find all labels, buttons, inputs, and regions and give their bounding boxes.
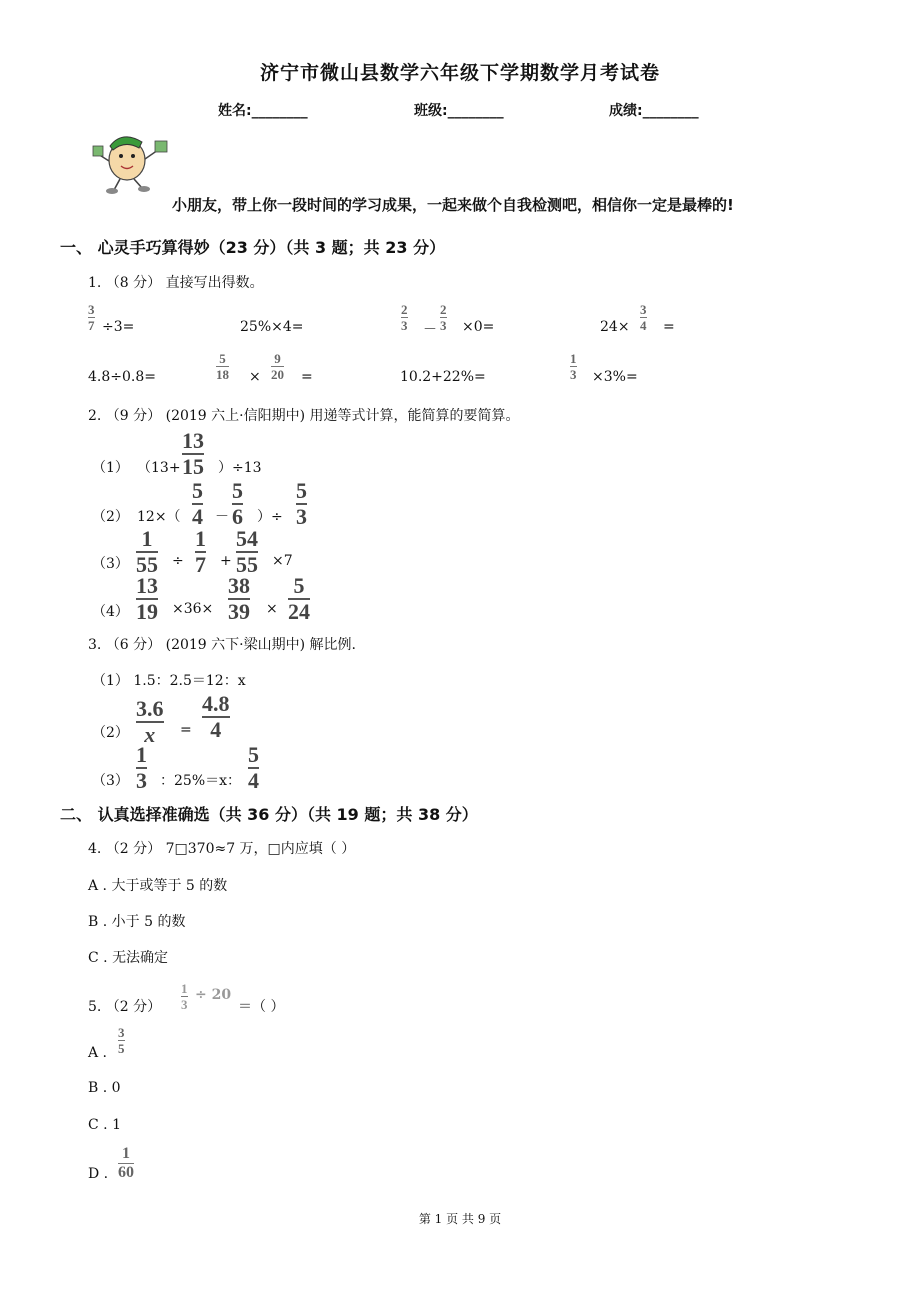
expr-text: ）÷13 bbox=[218, 460, 262, 476]
expr-text: （1） 1.5：2.5＝12：x bbox=[92, 673, 246, 689]
question-2-label: 2. （9 分） (2019 六上·信阳期中) 用递等式计算，能简算的要简算。 bbox=[88, 408, 520, 424]
fraction: 3.6 x bbox=[136, 696, 164, 747]
sub-label: （4） bbox=[92, 604, 129, 620]
fraction: 38 39 bbox=[228, 573, 250, 624]
expr-text: （13+ bbox=[137, 460, 181, 476]
option-a[interactable]: A . bbox=[88, 1045, 108, 1061]
fraction: 5 24 bbox=[288, 573, 310, 624]
option-b[interactable]: B . 小于 5 的数 bbox=[88, 914, 186, 930]
question-3-label: 3. （6 分） (2019 六下·梁山期中) 解比例. bbox=[88, 637, 356, 653]
expr-text: ×36× bbox=[172, 601, 214, 617]
section-1-heading: 一、 心灵手巧算得妙（23 分）（共 3 题；共 23 分） bbox=[60, 238, 446, 257]
page-title: 济宁市微山县数学六年级下学期数学月考试卷 bbox=[259, 62, 660, 84]
fraction: 3 4 bbox=[640, 302, 647, 333]
expr-text: = bbox=[301, 369, 313, 385]
section-2-heading: 二、 认真选择准确选（共 36 分）（共 19 题；共 38 分） bbox=[60, 805, 478, 824]
sub-label: （2） bbox=[92, 725, 129, 741]
fraction: 5 18 bbox=[216, 351, 229, 382]
fraction: 5 6 bbox=[232, 478, 243, 529]
mascot-illustration bbox=[92, 128, 172, 196]
fraction: 5 4 bbox=[192, 478, 203, 529]
option-c[interactable]: C . 1 bbox=[88, 1117, 121, 1133]
expr-text: 4.8÷0.8= bbox=[88, 369, 156, 385]
expr-text: 24× bbox=[600, 319, 630, 335]
expr-text: × bbox=[249, 369, 261, 385]
question-4-label: 4. （2 分） 7□370≈7 万，□内应填（ ） bbox=[88, 841, 356, 857]
fraction: 1 3 bbox=[181, 981, 188, 1012]
sub-label: （1） bbox=[92, 460, 129, 476]
class-field: 班级:________ bbox=[414, 103, 504, 119]
expr-text: + bbox=[220, 553, 232, 569]
fraction: 9 20 bbox=[271, 351, 284, 382]
fraction: 54 55 bbox=[236, 526, 258, 577]
name-field: 姓名:________ bbox=[218, 103, 308, 119]
fraction: 1 3 bbox=[136, 742, 147, 793]
fraction: 1 3 bbox=[570, 351, 577, 382]
option-c[interactable]: C . 无法确定 bbox=[88, 950, 169, 966]
expr-text: ÷ 20 bbox=[195, 987, 232, 1003]
expr-text: = bbox=[663, 319, 675, 335]
fraction: 5 4 bbox=[248, 742, 259, 793]
expr-text: － bbox=[423, 322, 437, 338]
option-b[interactable]: B . 0 bbox=[88, 1080, 121, 1096]
option-a[interactable]: A . 大于或等于 5 的数 bbox=[88, 878, 228, 894]
sub-label: （3） bbox=[92, 556, 129, 572]
expr-text: 12×（ bbox=[137, 509, 181, 525]
sub-label: （2） bbox=[92, 509, 129, 525]
question-1-label: 1. （8 分） 直接写出得数。 bbox=[88, 275, 264, 291]
expr-text: ：25%＝x： bbox=[160, 773, 242, 789]
expr-text: － bbox=[215, 509, 229, 525]
sub-label: （3） bbox=[92, 773, 129, 789]
fraction: 5 3 bbox=[296, 478, 307, 529]
expr-text: ）÷ bbox=[257, 509, 283, 525]
question-5-label: 5. （2 分） bbox=[88, 999, 162, 1015]
option-d[interactable]: D . bbox=[88, 1166, 109, 1182]
fraction: 13 19 bbox=[136, 573, 158, 624]
expr-text: × bbox=[266, 601, 278, 617]
expr-text: ÷ bbox=[172, 553, 184, 569]
fraction: 2 3 bbox=[401, 302, 408, 333]
expr-text: ÷3= bbox=[102, 319, 135, 335]
fraction: 1 60 bbox=[118, 1145, 134, 1181]
fraction: 4.8 4 bbox=[202, 691, 230, 742]
page-footer: 第 1 页 共 9 页 bbox=[418, 1212, 502, 1226]
expr-text: 25%×4= bbox=[240, 319, 304, 335]
fraction: 13 15 bbox=[182, 428, 204, 479]
expr-text: ×3%= bbox=[592, 369, 638, 385]
fraction: 1 55 bbox=[136, 526, 158, 577]
expr-text: ×0= bbox=[462, 319, 495, 335]
fraction: 3 5 bbox=[118, 1025, 125, 1056]
expr-text: 10.2+22%= bbox=[400, 369, 486, 385]
encouragement-text: 小朋友，带上你一段时间的学习成果，一起来做个自我检测吧，相信你一定是最棒的! bbox=[172, 196, 734, 214]
expr-text: ×7 bbox=[272, 553, 293, 569]
fraction: 3 7 bbox=[88, 302, 95, 333]
fraction: 2 3 bbox=[440, 302, 447, 333]
score-field: 成绩:________ bbox=[609, 103, 699, 119]
expr-text: = bbox=[180, 722, 192, 738]
fraction: 1 7 bbox=[195, 526, 206, 577]
expr-text: ＝（ ） bbox=[238, 999, 285, 1015]
